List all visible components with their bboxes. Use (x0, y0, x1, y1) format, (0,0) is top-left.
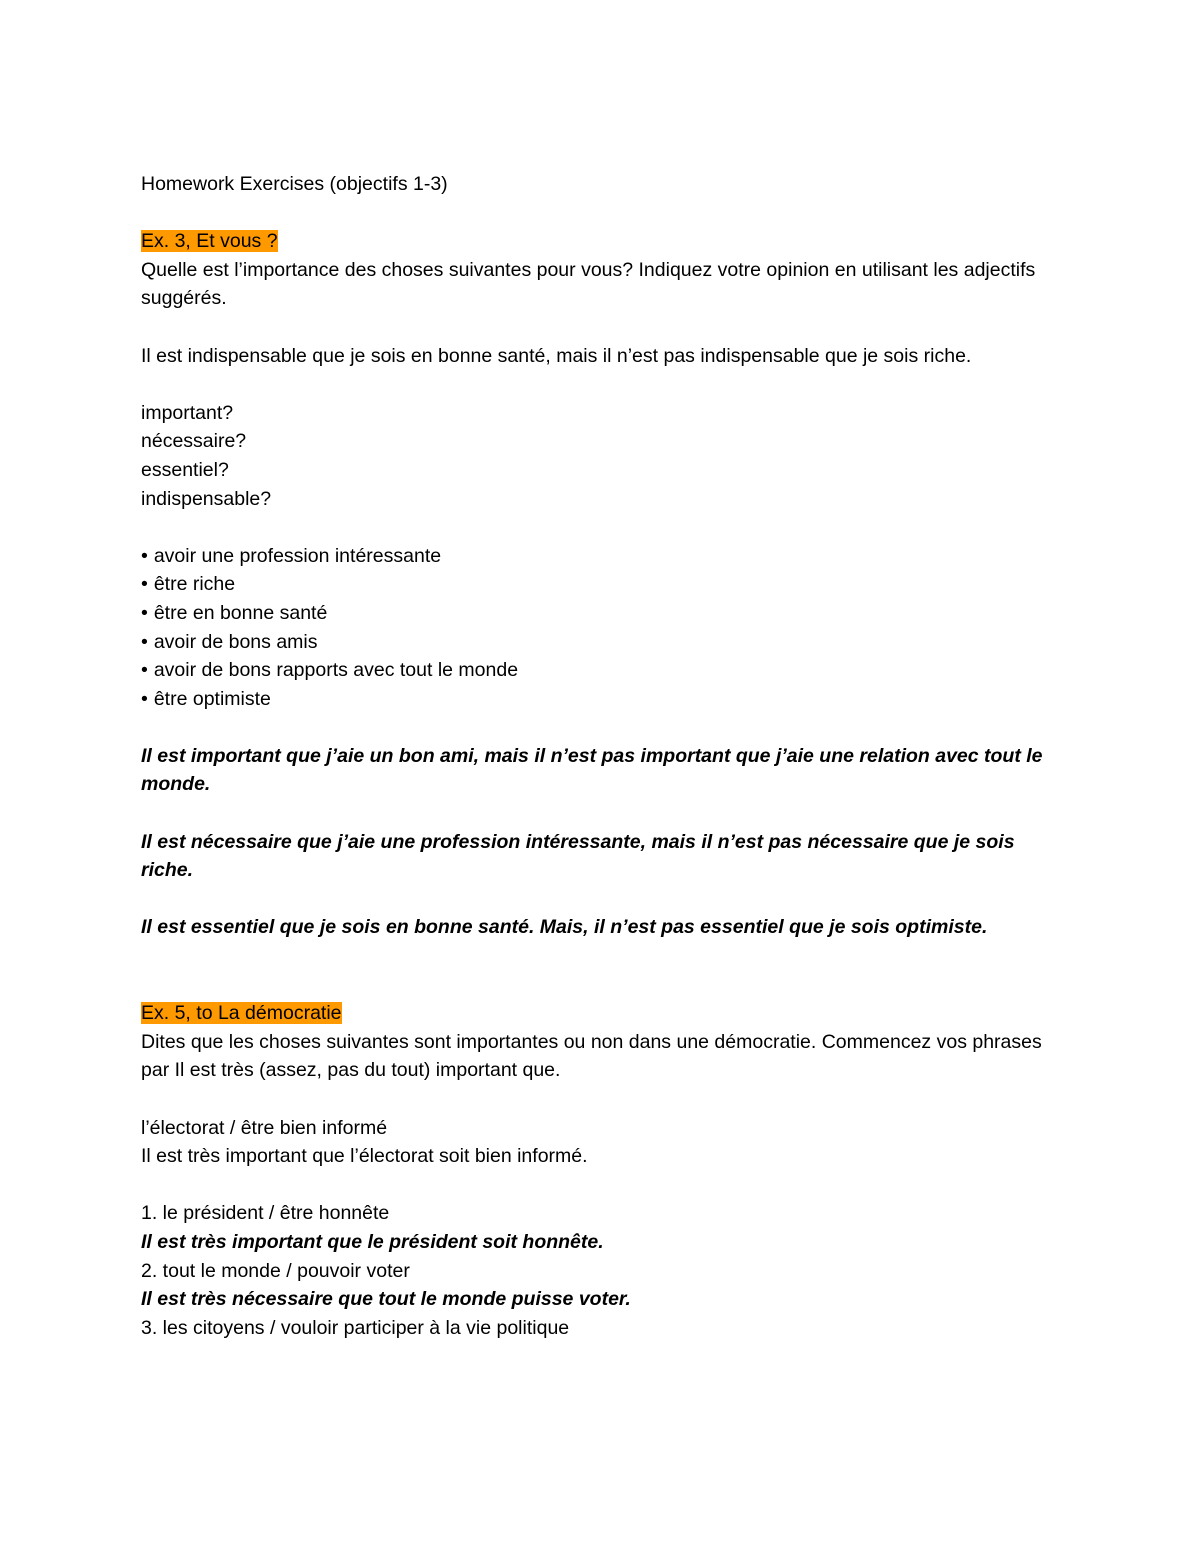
list-item (141, 599, 1071, 628)
ex5-example-answer: Il est très important que l’électorat soit bien informé. (141, 1145, 588, 1168)
adjective-necessaire: nécessaire? (141, 430, 247, 453)
adjective-indispensable: indispensable? (141, 487, 272, 510)
list-item (141, 628, 1071, 657)
document-page (141, 170, 1071, 1342)
ex5-instruction: Dites que les choses suivantes sont importantes ou non dans une démocratie. Commencez vos phrases par Il est très (assez, pas du tout) important que. (141, 1030, 1042, 1082)
ex3-heading-line (141, 227, 1071, 256)
ex5-answer-1: Il est très important que le président soit honnête. (141, 1230, 604, 1253)
list-item-text: être optimiste (153, 687, 271, 710)
list-item-text: avoir de bons amis (153, 630, 318, 653)
ex3-instruction: Quelle est l’importance des choses suivantes pour vous? Indiquez votre opinion en utilisant les adjectifs suggérés. (141, 258, 1036, 310)
ex3-answer-1: Il est important que j’aie un bon ami, mais il n’est pas important que j’aie une relation avec tout le monde. (141, 744, 1043, 796)
ex3-answer-2: Il est nécessaire que j’aie une profession intéressante, mais il n’est pas nécessaire que je sois riche. (141, 830, 1015, 882)
bullet-icon: • (141, 630, 148, 653)
bullet-icon: • (141, 573, 148, 596)
ex5-question-3: 3. les citoyens / vouloir participer à la vie politique (141, 1316, 570, 1339)
ex5-question-1: 1. le président / être honnête (141, 1202, 390, 1225)
bullet-icon: • (141, 687, 148, 710)
list-item-text: avoir une profession intéressante (153, 544, 442, 567)
document-title: Homework Exercises (objectifs 1-3) (141, 173, 448, 195)
list-item (141, 542, 1071, 571)
ex5-heading-line (141, 999, 1071, 1028)
bullet-icon: • (141, 544, 148, 567)
ex3-answer-3: Il est essentiel que je sois en bonne santé. Mais, il n’est pas essentiel que je sois optimiste. (141, 916, 988, 939)
list-item (141, 656, 1071, 685)
bullet-icon: • (141, 659, 148, 682)
bullet-icon: • (141, 601, 148, 624)
ex5-answer-2: Il est très nécessaire que tout le monde puisse voter. (141, 1288, 631, 1311)
adjective-essentiel: essentiel? (141, 458, 229, 481)
ex5-heading: Ex. 5, to La démocratie (141, 1002, 342, 1025)
ex5-question-2: 2. tout le monde / pouvoir voter (141, 1259, 410, 1282)
adjective-important: important? (141, 401, 234, 424)
ex3-heading: Ex. 3, Et vous ? (141, 230, 278, 253)
list-item (141, 685, 1071, 714)
list-item-text: avoir de bons rapports avec tout le monde (153, 659, 519, 682)
list-item-text: être riche (153, 573, 236, 596)
ex3-example: Il est indispensable que je sois en bonne santé, mais il n’est pas indispensable que je sois riche. (141, 344, 972, 367)
list-item (141, 570, 1071, 599)
list-item-text: être en bonne santé (153, 601, 328, 624)
ex5-example-prompt: l’électorat / être bien informé (141, 1116, 388, 1139)
